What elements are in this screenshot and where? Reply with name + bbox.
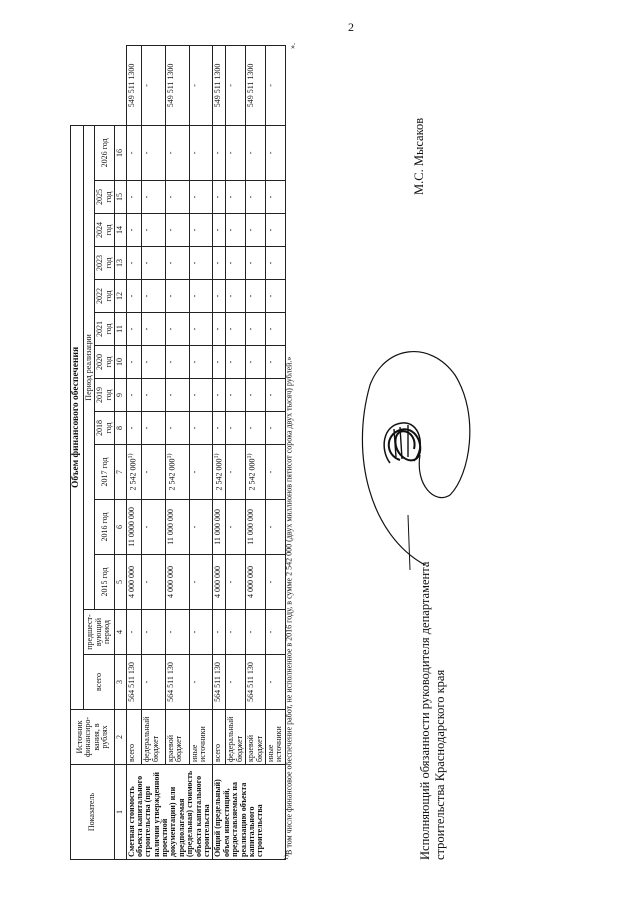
value-cell: - [189, 46, 213, 126]
value-cell: - [165, 412, 189, 445]
value-cell: 549 511 1300 [246, 46, 266, 126]
year-header: 2023 год [95, 247, 115, 280]
value-cell: - [266, 313, 286, 346]
value-cell: 2 542 000$^{1)}$ [246, 445, 266, 500]
value-cell: - [165, 247, 189, 280]
value-cell: - [246, 412, 266, 445]
column-number: 16 [115, 125, 126, 180]
value-cell: 4 000 000 [126, 555, 142, 610]
header-total: всего [83, 655, 114, 710]
value-cell: - [226, 125, 246, 180]
value-cell: 564 511 130 [165, 655, 189, 710]
table-row [213, 46, 226, 860]
value-cell: - [266, 247, 286, 280]
value-cell: - [189, 445, 213, 500]
source-cell: федеральный бюджет [226, 710, 246, 765]
value-cell: - [165, 610, 189, 655]
column-number: 15 [115, 181, 126, 214]
table-row [142, 46, 166, 860]
value-cell: - [266, 214, 286, 247]
column-number: 13 [115, 247, 126, 280]
page-number: 2 [348, 20, 354, 34]
value-cell: - [189, 500, 213, 555]
value-cell: - [246, 125, 266, 180]
header-previous-period: предшест-вующий период [83, 610, 114, 655]
column-number: 7 [115, 445, 126, 500]
column-number: 11 [115, 313, 126, 346]
value-cell: - [165, 346, 189, 379]
value-cell: - [142, 46, 166, 126]
column-number: 5 [115, 555, 126, 610]
value-cell: 2 542 000$^{1)}$ [213, 445, 226, 500]
column-number-row [115, 46, 126, 860]
year-header: 2019 год [95, 379, 115, 412]
value-cell: - [226, 214, 246, 247]
value-cell: 4 000 000 [165, 555, 189, 610]
column-number: 6 [115, 500, 126, 555]
value-cell: - [142, 500, 166, 555]
indicator-label: Общий (предельный) объем инвестиций, предоставляемых на реализацию объекта капитального строительства [213, 765, 285, 860]
value-cell: - [266, 412, 286, 445]
value-cell: - [246, 610, 266, 655]
year-header: 2021 год [95, 313, 115, 346]
column-number: 10 [115, 346, 126, 379]
signer-position-line1: Исполняющий обязанности руководителя департамента [418, 561, 432, 860]
signer-position-line2: строительства Краснодарского края [433, 669, 447, 860]
value-cell: 4 000 000 [246, 555, 266, 610]
value-cell: 2 542 000$^{1)}$ [126, 445, 142, 500]
year-header: 2020 год [95, 346, 115, 379]
column-number: 14 [115, 214, 126, 247]
value-cell: 11 000 000 [165, 500, 189, 555]
financing-table-wrapper [70, 45, 286, 860]
value-cell: 549 511 1300 [126, 46, 142, 126]
value-cell: 11 000 000 [213, 500, 226, 555]
value-cell: - [213, 181, 226, 214]
value-cell: - [142, 379, 166, 412]
value-cell: - [213, 125, 226, 180]
footnote-mark: 1) [284, 855, 290, 860]
footnote-ref: 1) [214, 453, 221, 459]
value-cell: - [142, 610, 166, 655]
value-cell: - [142, 445, 166, 500]
value-cell: - [189, 346, 213, 379]
header-period: Период реализации [83, 125, 94, 609]
value-cell: - [165, 313, 189, 346]
value-cell: - [126, 346, 142, 379]
financing-table [70, 45, 286, 860]
table-body [126, 46, 285, 860]
value-cell: - [266, 46, 286, 126]
signer-name: М.С. Мысаков [412, 117, 426, 195]
value-cell: - [213, 280, 226, 313]
value-cell: - [189, 181, 213, 214]
value-cell: - [126, 247, 142, 280]
column-number: 4 [115, 610, 126, 655]
year-header: 2025 год [95, 181, 115, 214]
value-cell: - [126, 313, 142, 346]
value-cell: - [213, 379, 226, 412]
value-cell: 11 0000 000 [126, 500, 142, 555]
table-row [126, 46, 142, 860]
table-row [226, 46, 246, 860]
year-header: 2024 год [95, 214, 115, 247]
value-cell: - [226, 655, 246, 710]
value-cell: - [226, 247, 246, 280]
value-cell: - [142, 655, 166, 710]
value-cell: - [226, 46, 246, 126]
value-cell: - [226, 500, 246, 555]
column-number: 9 [115, 379, 126, 412]
value-cell: - [226, 610, 246, 655]
value-cell: - [142, 280, 166, 313]
value-cell: - [226, 555, 246, 610]
value-cell: 2 542 000$^{1)}$ [165, 445, 189, 500]
footnote-text: В том числе финансовое обеспечение работ, не исполненное в 2016 году, в сумме 2 542 000 (двух миллионов пятисот сорока двух тысяч) рублей.» [284, 356, 294, 855]
value-cell: - [165, 125, 189, 180]
value-cell: - [266, 125, 286, 180]
value-cell: - [226, 313, 246, 346]
value-cell: - [266, 655, 286, 710]
value-cell: - [126, 412, 142, 445]
value-cell: 549 511 1300 [165, 46, 189, 126]
table-row [189, 46, 213, 860]
value-cell: - [266, 280, 286, 313]
footnote-ref: 1) [127, 453, 134, 459]
value-cell: - [189, 610, 213, 655]
indicator-label: Сметная стоимость объекта капитального строительства (при наличии утвержденной проектной документации) или предполагаемая (предельная) стоимость объекта капитального строительства [126, 765, 213, 860]
footnote [284, 45, 294, 860]
value-cell: - [189, 280, 213, 313]
source-cell: всего [126, 710, 142, 765]
header-source: Источник финансиро-вания, в рублях [71, 710, 115, 765]
column-number: 3 [115, 655, 126, 710]
value-cell: - [189, 379, 213, 412]
value-cell: - [189, 412, 213, 445]
source-cell: всего [213, 710, 226, 765]
value-cell: - [189, 313, 213, 346]
value-cell: - [142, 125, 166, 180]
value-cell: - [165, 181, 189, 214]
column-number: 2 [115, 710, 126, 765]
value-cell: - [189, 214, 213, 247]
value-cell: - [126, 610, 142, 655]
value-cell: - [142, 247, 166, 280]
source-cell: иные источники [189, 710, 213, 765]
value-cell: - [266, 346, 286, 379]
value-cell: - [189, 555, 213, 610]
value-cell: - [266, 445, 286, 500]
value-cell: - [126, 379, 142, 412]
source-cell: краевой бюджет [246, 710, 266, 765]
value-cell: - [165, 379, 189, 412]
table-row [165, 46, 189, 860]
year-header: 2015 год [95, 555, 115, 610]
value-cell: - [266, 610, 286, 655]
value-cell: - [213, 346, 226, 379]
value-cell: 549 511 1300 [213, 46, 226, 126]
value-cell: - [246, 181, 266, 214]
value-cell: - [142, 412, 166, 445]
header-volume: Объем финансового обеспечения [71, 125, 84, 709]
value-cell: - [226, 346, 246, 379]
source-cell: федеральный бюджет [142, 710, 166, 765]
table-row [266, 46, 286, 860]
value-cell: - [126, 181, 142, 214]
column-number: 8 [115, 412, 126, 445]
footnote-ref: 1) [166, 453, 173, 459]
value-cell: - [266, 500, 286, 555]
value-cell: - [189, 125, 213, 180]
value-cell: - [165, 280, 189, 313]
year-header: 2017 год [95, 445, 115, 500]
value-cell: - [226, 280, 246, 313]
source-cell: иные источники [266, 710, 286, 765]
column-number: 12 [115, 280, 126, 313]
value-cell: - [142, 313, 166, 346]
value-cell: - [213, 214, 226, 247]
value-cell: - [246, 313, 266, 346]
value-cell: - [213, 412, 226, 445]
value-cell: - [226, 445, 246, 500]
value-cell: - [213, 313, 226, 346]
value-cell: - [226, 379, 246, 412]
footnote-ref: 1) [247, 453, 254, 459]
value-cell: - [266, 181, 286, 214]
value-cell: - [226, 181, 246, 214]
header-indicator: Показатель [71, 765, 115, 860]
value-cell: - [213, 610, 226, 655]
value-cell: - [266, 379, 286, 412]
handwritten-signature [330, 335, 480, 575]
value-cell: 11 000 000 [246, 500, 266, 555]
value-cell: - [246, 280, 266, 313]
year-header: 2022 год [95, 280, 115, 313]
value-cell: - [126, 214, 142, 247]
value-cell: 4 000 000 [213, 555, 226, 610]
year-header: 2018 год [95, 412, 115, 445]
value-cell: 564 511 130 [213, 655, 226, 710]
year-header: 2016 год [95, 500, 115, 555]
value-cell: - [189, 247, 213, 280]
value-cell: - [142, 181, 166, 214]
value-cell: - [142, 555, 166, 610]
year-header: 2026 год [95, 125, 115, 180]
value-cell: - [246, 247, 266, 280]
value-cell: - [165, 214, 189, 247]
value-cell: 564 511 130 [126, 655, 142, 710]
value-cell: - [142, 214, 166, 247]
table-row [246, 46, 266, 860]
value-cell: - [126, 125, 142, 180]
value-cell: - [266, 555, 286, 610]
value-cell: 564 511 130 [246, 655, 266, 710]
value-cell: - [189, 655, 213, 710]
end-mark: ». [288, 43, 297, 49]
value-cell: - [246, 214, 266, 247]
value-cell: - [246, 346, 266, 379]
value-cell: - [126, 280, 142, 313]
column-number: 1 [115, 765, 126, 860]
source-cell: краевой бюджет [165, 710, 189, 765]
value-cell: - [213, 247, 226, 280]
value-cell: - [142, 346, 166, 379]
value-cell: - [246, 379, 266, 412]
value-cell: - [226, 412, 246, 445]
